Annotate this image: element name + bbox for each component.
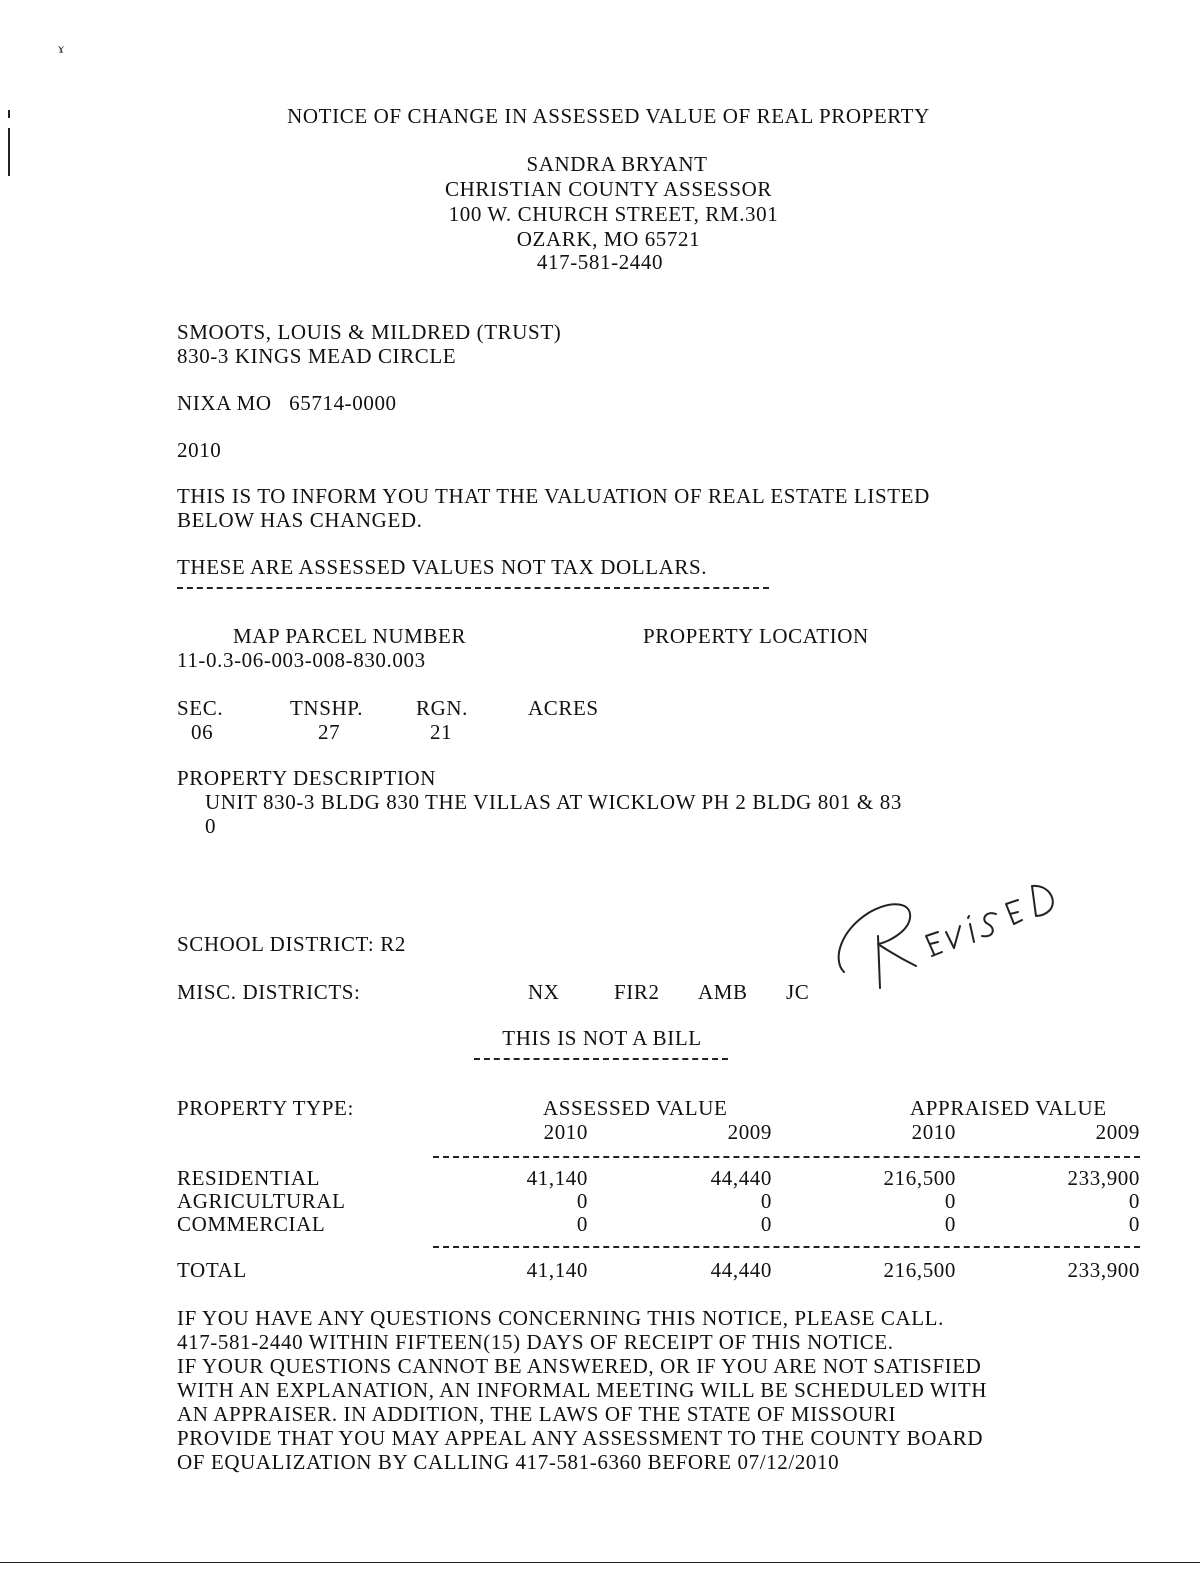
total-value: 41,140 xyxy=(526,1258,588,1282)
property-description-label: PROPERTY DESCRIPTION xyxy=(177,766,437,790)
property-description-line1: UNIT 830-3 BLDG 830 THE VILLAS AT WICKLOW PH 2 BLDG 801 & 83 xyxy=(205,790,902,814)
map-parcel-header: MAP PARCEL NUMBER xyxy=(233,624,467,648)
cell-value: 0 xyxy=(760,1189,772,1213)
cell-value: 233,900 xyxy=(1067,1166,1140,1190)
handwritten-revised-mark xyxy=(830,880,1070,1000)
sec-label: SEC. xyxy=(177,696,224,720)
school-district: SCHOOL DISTRICT: R2 xyxy=(177,932,406,956)
misc-district-amb: AMB xyxy=(698,980,748,1004)
notice-title: NOTICE OF CHANGE IN ASSESSED VALUE OF REAL PROPERTY xyxy=(287,104,930,128)
not-a-bill: THIS IS NOT A BILL xyxy=(502,1026,702,1050)
cell-value: 0 xyxy=(944,1212,956,1236)
cell-value: 0 xyxy=(944,1189,956,1213)
cell-value: 0 xyxy=(576,1212,588,1236)
total-value: 216,500 xyxy=(883,1258,956,1282)
tnshp-value: 27 xyxy=(318,720,341,744)
cell-value: 216,500 xyxy=(883,1166,956,1190)
tax-year: 2010 xyxy=(177,438,222,462)
scan-speck: ɤ xyxy=(58,42,65,57)
misc-district-jc: JC xyxy=(786,980,810,1004)
total-value: 233,900 xyxy=(1067,1258,1140,1282)
rgn-label: RGN. xyxy=(416,696,468,720)
footer-line: 417-581-2440 WITHIN FIFTEEN(15) DAYS OF RECEIPT OF THIS NOTICE. xyxy=(177,1330,894,1354)
footer-line: IF YOUR QUESTIONS CANNOT BE ANSWERED, OR IF YOU ARE NOT SATISFIED xyxy=(177,1354,982,1378)
cell-value: 41,140 xyxy=(526,1166,588,1190)
assessor-phone: 417-581-2440 xyxy=(536,250,664,274)
cell-value: 0 xyxy=(1128,1189,1140,1213)
divider-dashes xyxy=(177,587,769,589)
footer-line: PROVIDE THAT YOU MAY APPEAL ANY ASSESSMENT TO THE COUNTY BOARD xyxy=(177,1426,984,1450)
footer-line: OF EQUALIZATION BY CALLING 417-581-6360 BEFORE 07/12/2010 xyxy=(177,1450,840,1474)
cell-value: 0 xyxy=(1128,1212,1140,1236)
appraised-value-header: APPRAISED VALUE xyxy=(910,1096,1107,1120)
owner-city: NIXA MO 65714-0000 xyxy=(177,391,397,415)
parcel-number: 11-0.3-06-003-008-830.003 xyxy=(177,648,426,672)
property-location-header: PROPERTY LOCATION xyxy=(643,624,869,648)
tnshp-label: TNSHP. xyxy=(290,696,364,720)
misc-districts-label: MISC. DISTRICTS: xyxy=(177,980,361,1004)
row-type: RESIDENTIAL xyxy=(177,1166,321,1190)
not-a-bill-underline xyxy=(474,1058,728,1060)
year-col-appraised-2009: 2009 xyxy=(1095,1120,1140,1144)
assessed-note: THESE ARE ASSESSED VALUES NOT TAX DOLLARS. xyxy=(177,555,708,579)
year-col-assessed-2010: 2010 xyxy=(543,1120,588,1144)
assessor-address: 100 W. CHURCH STREET, RM.301 xyxy=(448,202,779,226)
misc-district-fir2: FIR2 xyxy=(614,980,660,1004)
owner-street: 830-3 KINGS MEAD CIRCLE xyxy=(177,344,457,368)
inform-text-line1: THIS IS TO INFORM YOU THAT THE VALUATION OF REAL ESTATE LISTED xyxy=(177,484,930,508)
cell-value: 44,440 xyxy=(710,1166,772,1190)
row-type: COMMERCIAL xyxy=(177,1212,326,1236)
cell-value: 0 xyxy=(576,1189,588,1213)
total-value: 44,440 xyxy=(710,1258,772,1282)
assessor-office: CHRISTIAN COUNTY ASSESSOR xyxy=(445,177,772,201)
assessor-name: SANDRA BRYANT xyxy=(526,152,708,176)
footer-line: AN APPRAISER. IN ADDITION, THE LAWS OF THE STATE OF MISSOURI xyxy=(177,1402,897,1426)
misc-district-nx: NX xyxy=(528,980,560,1004)
assessed-value-header: ASSESSED VALUE xyxy=(543,1096,728,1120)
scan-edge-line-bottom xyxy=(0,1562,1200,1563)
owner-name: SMOOTS, LOUIS & MILDRED (TRUST) xyxy=(177,320,562,344)
footer-line: IF YOU HAVE ANY QUESTIONS CONCERNING THIS NOTICE, PLEASE CALL. xyxy=(177,1306,944,1330)
sec-value: 06 xyxy=(191,720,214,744)
property-description-line2: 0 xyxy=(205,814,217,838)
cell-value: 0 xyxy=(760,1212,772,1236)
assessor-city: OZARK, MO 65721 xyxy=(516,227,701,251)
table-total-divider xyxy=(433,1246,1140,1248)
acres-label: ACRES xyxy=(528,696,599,720)
year-col-assessed-2009: 2009 xyxy=(727,1120,772,1144)
total-label: TOTAL xyxy=(177,1258,247,1282)
inform-text-line2: BELOW HAS CHANGED. xyxy=(177,508,423,532)
rgn-value: 21 xyxy=(430,720,453,744)
property-type-label: PROPERTY TYPE: xyxy=(177,1096,354,1120)
footer-line: WITH AN EXPLANATION, AN INFORMAL MEETING WILL BE SCHEDULED WITH xyxy=(177,1378,988,1402)
year-col-appraised-2010: 2010 xyxy=(911,1120,956,1144)
table-header-divider xyxy=(433,1156,1140,1158)
row-type: AGRICULTURAL xyxy=(177,1189,346,1213)
handwritten-revised-text: REVISED xyxy=(830,880,835,881)
